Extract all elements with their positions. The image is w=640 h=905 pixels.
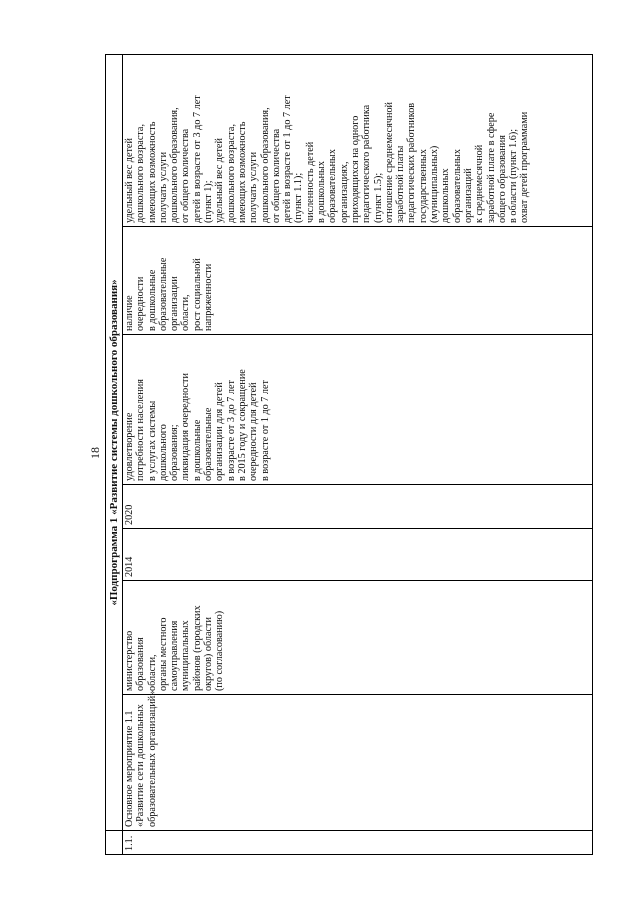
indicator-line: педагогических работников (406, 102, 418, 223)
consequence-line: области, (180, 294, 192, 331)
indicator-line: организациях, (338, 161, 350, 223)
executor-line: районов (городских (191, 605, 203, 691)
result-line: дошкольного (157, 424, 169, 481)
event-line: Основное мероприятие 1.1 (124, 710, 135, 827)
indicator-line: удельный вес детей (124, 138, 135, 223)
indicator-line: получать услуги (157, 151, 169, 223)
indicator-line: в дошкольных (316, 161, 328, 223)
result-line: в услугах системы (146, 400, 158, 481)
indicator-line: (пункт 1.1); (293, 172, 305, 223)
program-table (105, 54, 593, 855)
indicator-line: заработной платы (395, 145, 407, 223)
indicator-line: педагогического работника (361, 104, 373, 223)
result-line: удовлетворение (124, 412, 135, 481)
indicator-line: общего образования (496, 135, 508, 223)
indicator-line: дошкольного возраста, (135, 124, 147, 223)
consequence-line: в дошкольные (146, 269, 158, 331)
result-cell (123, 335, 593, 485)
indicator-line: имеющих возможность (146, 121, 158, 223)
end-year-cell: 2020 (123, 485, 593, 529)
consequence-line: образовательные (157, 257, 169, 331)
result-line: в 2015 году и сокращение (236, 369, 248, 481)
indicator-line: численность детей (304, 141, 316, 223)
start-year-cell: 2014 (123, 529, 593, 581)
empty-cell (106, 831, 123, 855)
result-line: очередности для детей (248, 382, 260, 481)
indicator-line: удельный вес детей (214, 138, 226, 223)
consequence-line: рост социальной (191, 258, 203, 331)
result-line: в возрасте от 3 до 7 лет (225, 380, 237, 481)
executor-line: органы местного (157, 617, 169, 691)
executor-line: министерство (124, 630, 135, 691)
result-line: в дошкольные (191, 419, 203, 481)
indicator-line: детей в возрасте от 1 до 7 лет (282, 95, 294, 223)
executor-line: муниципальных (180, 620, 192, 691)
result-line: организации для детей (214, 382, 226, 481)
indicator-line: дошкольного возраста, (225, 124, 237, 223)
consequence-line: организации (169, 276, 181, 331)
indicator-line: организаций (462, 168, 474, 223)
indicator-line: дошкольного образования, (259, 107, 271, 223)
indicator-line: дошкольного образования, (169, 107, 181, 223)
indicator-line: (муниципальных) (429, 145, 441, 223)
event-line: «Развитие сети дошкольных (135, 704, 147, 827)
executor-line: образования (135, 637, 147, 691)
indicator-line: (пункт 1.5); (372, 172, 384, 223)
subprogram-title: «Подпрограмма 1 «Развитие системы дошкольного образования» (106, 55, 123, 831)
consequence-line: наличие (124, 295, 135, 331)
indicator-line: получать услуги (248, 151, 260, 223)
executor-cell (123, 581, 593, 695)
page-number: 18 (88, 447, 102, 459)
indicator-line: дошкольных (440, 168, 452, 223)
executor-line: самоуправления (169, 620, 181, 691)
event-cell (123, 690, 593, 831)
result-line: в возрасте от 1 до 7 лет (259, 380, 271, 481)
consequence-line: очередности (135, 276, 147, 331)
indicator-line: отношение среднемесячной (383, 101, 395, 223)
executor-line: области, (146, 654, 158, 691)
executor-line: (по согласованию) (214, 610, 226, 691)
indicator-line: от общего количества (270, 128, 282, 223)
result-line: ликвидация очередности (180, 373, 192, 481)
indicator-line: от общего количества (180, 128, 192, 223)
indicator-line: к среднемесячной (474, 144, 486, 223)
rotated-table-wrapper (105, 55, 597, 855)
event-line: образовательных организаций» (146, 690, 158, 827)
indicator-line: детей в возрасте от 3 до 7 лет (191, 95, 203, 223)
indicator-line: в области (пункт 1.6); (508, 128, 520, 223)
indicator-line: государственных (417, 149, 429, 223)
indicator-line: приходящихся на одного (349, 115, 361, 223)
executor-line: округов) области (203, 617, 215, 691)
row-number: 1.1. (123, 831, 593, 855)
indicator-line: образовательных (451, 149, 463, 223)
indicator-cell (123, 55, 593, 227)
indicator-line: имеющих возможность (236, 121, 248, 223)
result-line: образовательные (203, 407, 215, 481)
indicator-line: охват детей программами (519, 111, 531, 223)
result-line: образования; (169, 424, 181, 481)
indicator-line: (пункт 1); (203, 180, 215, 223)
consequence-line: напряженности (203, 263, 215, 331)
indicator-line: образовательных (327, 149, 339, 223)
indicator-line: заработной плате в сфере (485, 112, 497, 223)
consequence-cell (123, 227, 593, 335)
result-line: потребности населения (135, 379, 147, 481)
